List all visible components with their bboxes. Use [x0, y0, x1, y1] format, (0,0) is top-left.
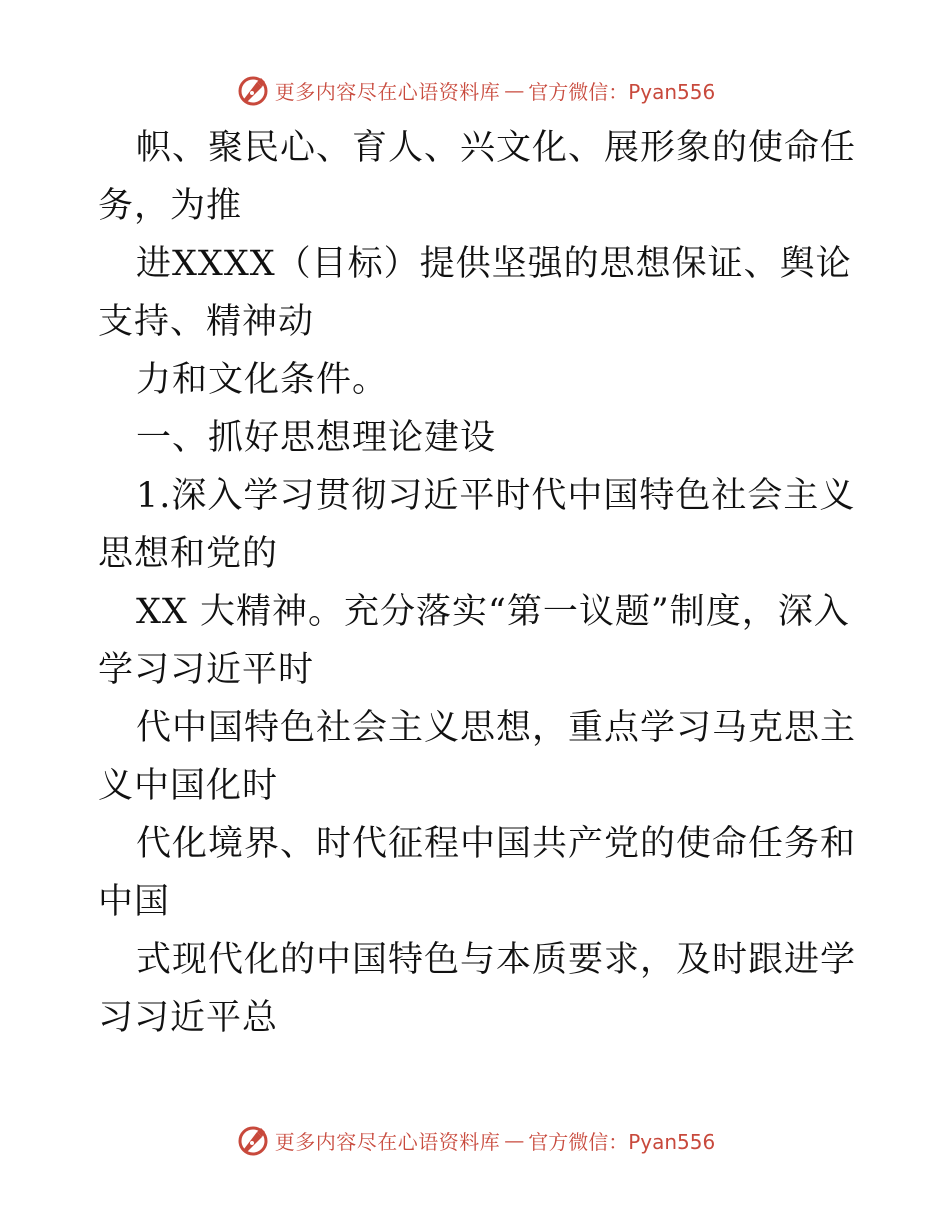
header-banner	[0, 70, 950, 110]
footer-banner	[0, 1120, 950, 1160]
banner-site-name: 更多内容尽在心语资料库	[274, 1129, 501, 1154]
banner-wechat-id: 官方微信：Pyan556	[528, 79, 716, 104]
paragraph: 代化境界、时代征程中国共产党的使命任务和中国	[98, 824, 857, 922]
paragraph: 代中国特色社会主义思想，重点学习马克思主义中国化时	[98, 708, 857, 806]
paragraph: 1.深入学习贯彻习近平时代中国特色社会主义思想和党的	[98, 476, 856, 574]
pen-nib-logo-icon	[235, 72, 271, 108]
document-body	[98, 119, 858, 1047]
banner-wechat-id: 官方微信：Pyan556	[528, 1129, 716, 1154]
paragraph: 帜、聚民心、育人、兴文化、展形象的使命任务，为推	[98, 128, 857, 226]
banner-separator: —	[504, 1128, 525, 1152]
paragraph: XX 大精神。充分落实“第一议题”制度，深入学习习近平时	[98, 592, 850, 690]
banner-separator: —	[504, 78, 525, 102]
paragraph: 式现代化的中国特色与本质要求，及时跟进学习习近平总	[98, 940, 857, 1038]
banner-site-name: 更多内容尽在心语资料库	[274, 79, 501, 104]
paragraph: 力和文化条件。	[136, 360, 389, 400]
paragraph: 进XXXX（目标）提供坚强的思想保证、舆论支持、精神动	[98, 244, 852, 342]
pen-nib-logo-icon	[235, 1122, 271, 1158]
section-heading: 一、抓好思想理论建设	[136, 418, 497, 458]
